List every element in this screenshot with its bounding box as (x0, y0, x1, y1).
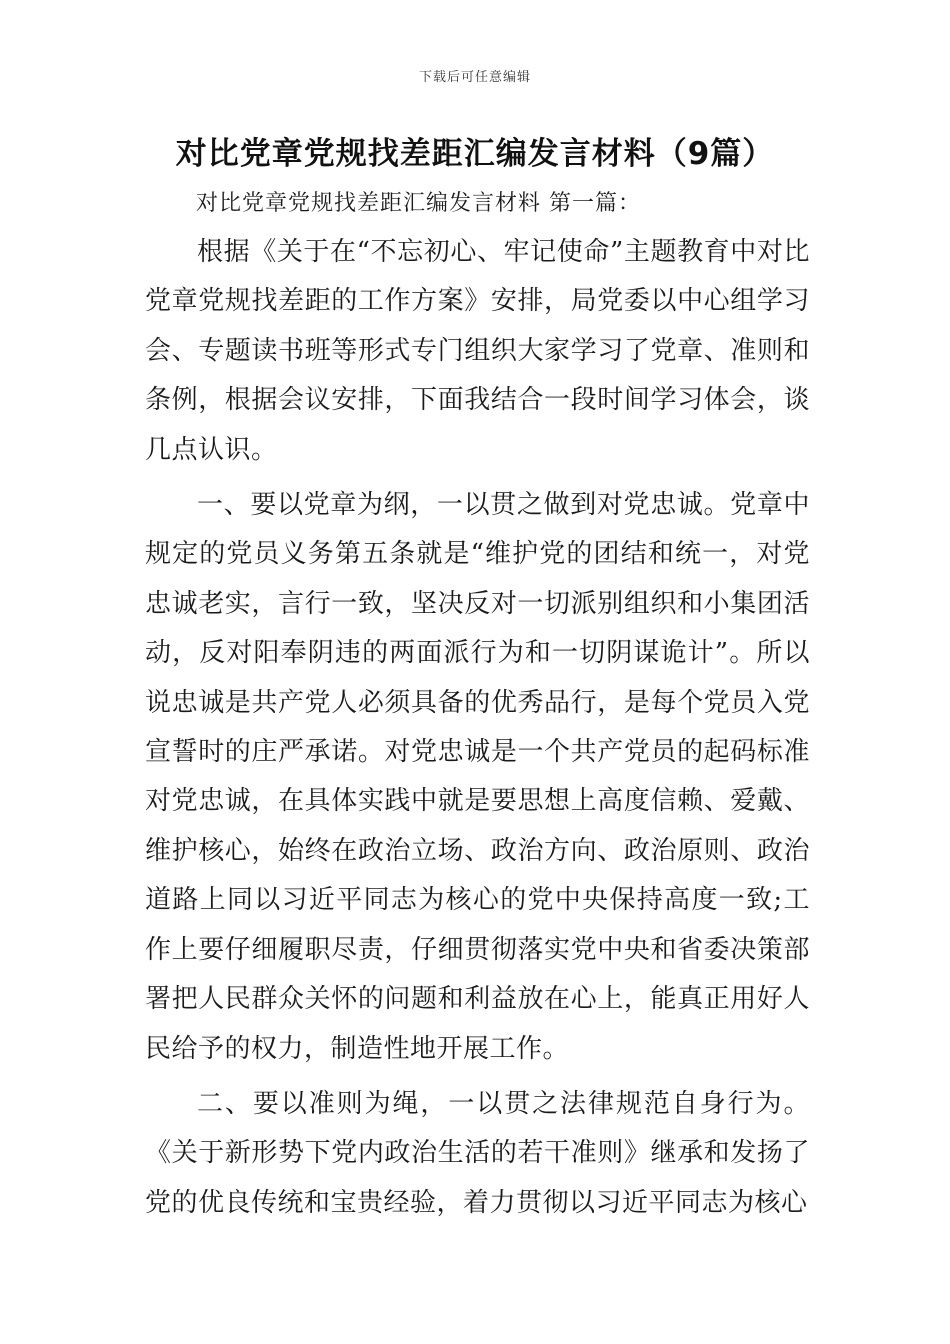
document-title: 对比党章党规找差距汇编发言材料（9篇） (175, 136, 775, 172)
body-text (145, 228, 810, 1228)
paragraph-intro: 根据《关于在“不忘初心、牢记使命”主题教育中对比党章党规找差距的工作方案》安排，局党委以中心组学习会、专题读书班等形式专门组织大家学习了党章、准则和条例，根据会议安排，下面我结合一段时间学习体会，谈几点认识。 (145, 237, 810, 465)
paragraph-point-two: 二、要以准则为绳，一以贯之法律规范自身行为。《关于新形势下党内政治生活的若干准则》继承和发扬了党的优良传统和宝贵经验，着力贯彻以习近平同志为核心 (145, 1088, 810, 1218)
paragraph-point-one: 一、要以党章为纲，一以贯之做到对党忠诚。党章中规定的党员义务第五条就是“维护党的团结和统一，对党忠诚老实，言行一致，坚决反对一切派别组织和小集团活动，反对阳奉阴违的两面派行为和一切阴谋诡计”。所以说忠诚是共产党人必须具备的优秀品行，是每个党员入党宣誓时的庄严承诺。对党忠诚是一个共产党员的起码标准对党忠诚，在具体实践中就是要思想上高度信赖、爱戴、维护核心，始终在政治立场、政治方向、政治原则、政治道路上同以习近平同志为核心的党中央保持高度一致;工作上要仔细履职尽责，仔细贯彻落实党中央和省委决策部署把人民群众关怀的问题和利益放在心上，能真正用好人民给予的权力，制造性地开展工作。 (145, 490, 810, 1064)
section-subtitle: 对比党章党规找差距汇编发言材料 第一篇： (196, 191, 641, 216)
header-note: 下载后可任意编辑 (418, 70, 531, 85)
